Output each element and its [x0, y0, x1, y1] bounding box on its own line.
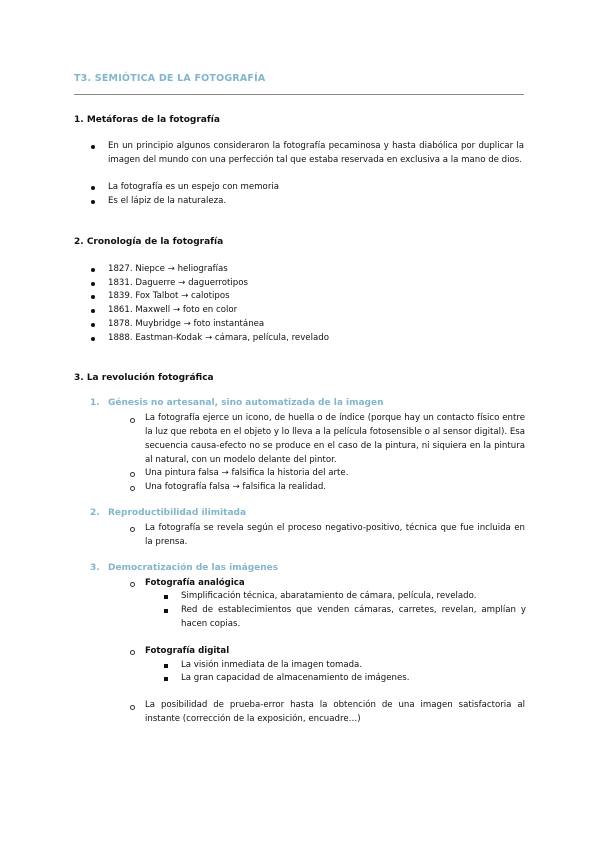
- bullet-icon: [91, 323, 95, 327]
- subsection-1-number: 1.: [90, 398, 100, 408]
- section-3-heading: 3. La revolución fotográfica: [74, 373, 214, 383]
- bullet-icon: [91, 145, 95, 149]
- title-divider: [74, 94, 524, 95]
- subsection-3-title: Democratización de las imágenes: [108, 563, 279, 573]
- bullet-icon: [91, 282, 95, 286]
- list-item: Una pintura falsa → falsifica la historia del arte.: [145, 468, 349, 478]
- circle-bullet-icon: [130, 527, 135, 532]
- timeline-item: 1839. Fox Talbot → calotipos: [108, 291, 230, 301]
- section-2-heading: 2. Cronología de la fotografía: [74, 237, 224, 247]
- square-bullet-icon: [164, 677, 168, 681]
- bullet-icon: [91, 200, 95, 204]
- bullet-icon: [91, 295, 95, 299]
- analog-title: Fotografía analógica: [145, 578, 245, 588]
- list-item: La visión inmediata de la imagen tomada.: [181, 660, 363, 670]
- timeline-item: 1888. Eastman-Kodak → cámara, película, revelado: [108, 333, 329, 343]
- list-item: La fotografía se revela según el proceso negativo-positivo, técnica que fue incluida en la prensa.: [145, 523, 525, 547]
- subsection-2-title: Reproductibilidad ilimitada: [108, 508, 247, 518]
- list-item: La fotografía ejerce un icono, de huella o de índice (porque hay un contacto físico entre la luz que rebota en el objeto y lo lleva a la película fotosensible o al sensor digital). Esa secuencia causa-efecto no se produce en el caso de la pintura, ni siquiera en la pintura al natural, con un modelo delante del pintor.: [145, 413, 525, 465]
- bullet-icon: [91, 337, 95, 341]
- list-item: La gran capacidad de almacenamiento de imágenes.: [181, 673, 410, 683]
- subsection-3-number: 3.: [90, 563, 100, 573]
- circle-bullet-icon: [130, 705, 135, 710]
- document-title: T3. SEMIÓTICA DE LA FOTOGRAFÍA: [74, 73, 266, 84]
- square-bullet-icon: [164, 595, 168, 599]
- digital-title: Fotografía digital: [145, 646, 230, 656]
- section-1-heading: 1. Metáforas de la fotografía: [74, 115, 220, 125]
- circle-bullet-icon: [130, 418, 135, 423]
- timeline-item: 1827. Niepce → heliografías: [108, 264, 228, 274]
- list-item: Es el lápiz de la naturaleza.: [108, 196, 227, 206]
- timeline-item: 1878. Muybridge → foto instantánea: [108, 319, 265, 329]
- subsection-1-title: Génesis no artesanal, sino automatizada de la imagen: [108, 398, 384, 408]
- list-item: Una fotografía falsa → falsifica la realidad.: [145, 482, 327, 492]
- list-item: La fotografía es un espejo con memoria: [108, 182, 280, 192]
- circle-bullet-icon: [130, 650, 135, 655]
- subsection-2-number: 2.: [90, 508, 100, 518]
- bullet-icon: [91, 186, 95, 190]
- circle-bullet-icon: [130, 582, 135, 587]
- square-bullet-icon: [164, 664, 168, 668]
- timeline-item: 1831. Daguerre → daguerrotipos: [108, 278, 248, 288]
- list-item: La posibilidad de prueba-error hasta la obtención de una imagen satisfactoria al instante (corrección de la exposición, encuadre…): [145, 700, 525, 724]
- list-item: Red de establecimientos que venden cámaras, carretes, revelan, amplían y hacen copias.: [181, 605, 526, 629]
- circle-bullet-icon: [130, 472, 135, 477]
- list-item: Simplificación técnica, abaratamiento de cámara, película, revelado.: [181, 591, 477, 601]
- list-item: En un principio algunos consideraron la fotografía pecaminosa y hasta diabólica por duplicar la imagen del mundo con una perfección tal que estaba reservada en exclusiva a la mano de dios.: [108, 141, 524, 165]
- square-bullet-icon: [164, 609, 168, 613]
- circle-bullet-icon: [130, 486, 135, 491]
- bullet-icon: [91, 309, 95, 313]
- timeline-item: 1861. Maxwell → foto en color: [108, 305, 238, 315]
- bullet-icon: [91, 268, 95, 272]
